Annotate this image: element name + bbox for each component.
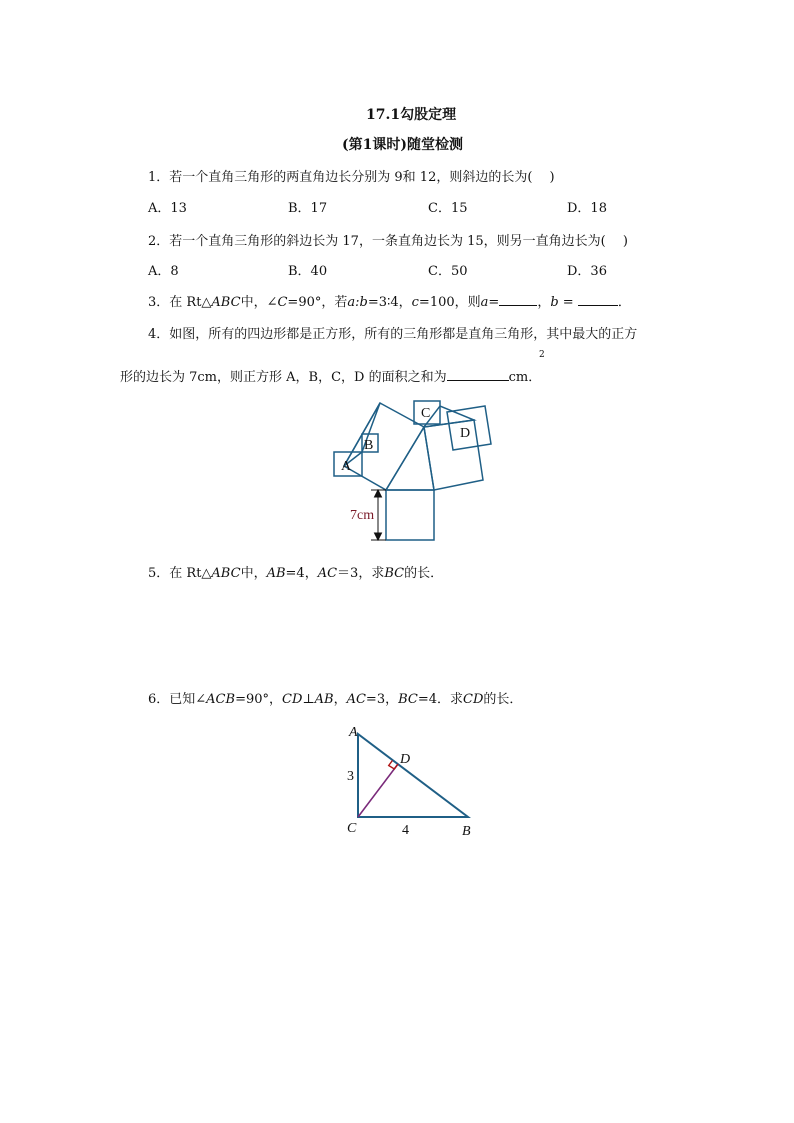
q6-text: 的长． [483,692,523,707]
option-c: C．15 [428,201,468,216]
page-title: 17.1勾股定理 [366,107,457,123]
triangle-abc [358,734,468,817]
q3-text: 3．在 Rt△ [148,295,212,310]
q3-c: C [277,295,288,310]
q5-text: 的长． [404,566,444,581]
q3-text: 中，∠ [240,295,278,310]
q6-text: =4．求 [417,692,464,707]
q5-bc: BC [384,566,405,581]
option-a: A．13 [148,201,187,216]
q3-text: = [488,295,500,310]
q6-ac: AC [346,692,366,707]
question-4-line-1: 4．如图，所有的四边形都是正方形，所有的三角形都是直角三角形，其中最大的正方 [148,327,638,342]
q3-c-var: c [411,295,419,310]
q3-text: =90°，若 [287,295,348,310]
q4-unit: cm [508,370,529,385]
q6-cd: CD [463,692,484,707]
vertex-c: C [347,821,357,836]
label-a: A [341,459,352,474]
side-ac-length: 3 [347,769,354,784]
q5-ab: AB [266,566,286,581]
dimension-label: 7cm [350,508,375,523]
label-c: C [421,406,431,421]
q3-b-var: b [550,295,559,310]
q5-abc: ABC [211,566,241,581]
option-d: D．18 [567,201,607,216]
q4-end: ． [528,370,542,385]
q6-text: =90°， [235,692,282,707]
q6-text: =3， [365,692,399,707]
q3-abc: ABC [211,295,241,310]
option-a: A．8 [148,264,179,279]
q3-text: ． [617,295,631,310]
q6-cd: CD [282,692,303,707]
q3-ratio: a:b [347,295,368,310]
q6-text: 6．已知∠ [148,692,207,707]
q4-text: 形的边长为 7cm，则正方形 A，B，C，D 的面积之和为 [120,370,447,385]
q5-text: ＝3，求 [337,566,385,581]
q5-text: =4， [285,566,318,581]
q6-text: ， [333,692,347,707]
option-b: B．17 [288,201,328,216]
side-cb-length: 4 [402,823,409,838]
q3-text: = [558,295,578,310]
q4-unit-exponent: 2 [539,350,545,360]
vertex-d: D [400,752,411,767]
vertex-a: A [349,725,358,740]
q3-text: ， [537,295,551,310]
q3-a-var: a [480,295,489,310]
q6-text: ⊥ [302,692,315,707]
q5-text: 5．在 Rt△ [148,566,212,581]
vertex-b: B [462,824,471,839]
q6-ab: AB [314,692,334,707]
altitude-cd [358,764,398,817]
q6-acb: ACB [206,692,236,707]
q6-bc: BC [398,692,418,707]
question-1: 1．若一个直角三角形的两直角边长分别为 9和 12，则斜边的长为( ) [148,170,555,185]
label-d: D [460,426,471,441]
q5-text: 中， [240,566,267,581]
q3-text: =3∶4， [367,295,412,310]
option-c: C．50 [428,264,468,279]
label-b: B [364,438,374,453]
option-b: B．40 [288,264,328,279]
page-subtitle: (第1课时)随堂检测 [342,137,463,153]
q3-text: =100，则 [418,295,481,310]
option-d: D．36 [567,264,607,279]
question-2: 2．若一个直角三角形的斜边长为 17，一条直角边长为 15，则另一直角边长为( ) [148,234,628,249]
q5-ac: AC [317,566,338,581]
